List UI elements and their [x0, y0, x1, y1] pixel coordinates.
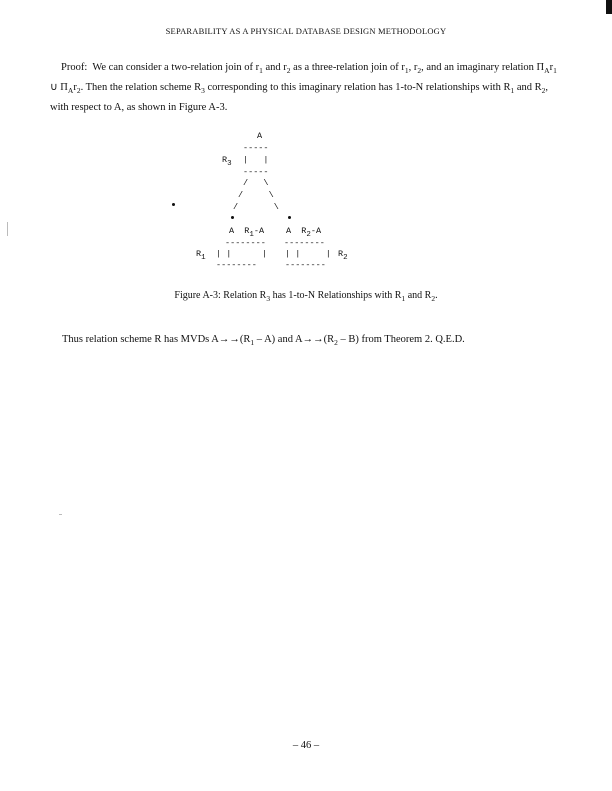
figure-branch-1: / \ [243, 178, 269, 188]
figure-top-label: A [257, 131, 263, 141]
r2-letter: R [338, 249, 344, 259]
subscript: 1 [259, 66, 263, 75]
subscript: 1 [249, 231, 254, 239]
subscript: 1 [201, 254, 206, 262]
caption-text: Relation R [220, 290, 267, 301]
proof-text: r [549, 62, 554, 73]
proof-text: as a three-relation join of r [290, 62, 405, 73]
subscript: 2 [76, 86, 81, 95]
figure-top-dashes: ----- [243, 143, 269, 153]
subscript: 1 [250, 338, 255, 347]
figure-left-dashes: -------- [225, 238, 266, 248]
subscript: 2 [334, 338, 338, 347]
figure-left-node-dot [231, 216, 234, 219]
right-header-text: A R [286, 226, 307, 236]
right-header-tail: -A [310, 226, 322, 236]
conclusion-text: – A) and A→→(R [254, 334, 335, 345]
figure-mid-dashes: ----- [243, 167, 269, 177]
figure-left-bottom-dashes: -------- [216, 260, 257, 270]
subscript: 1 [510, 86, 515, 95]
subscript: 2 [417, 66, 422, 75]
left-header-text: A R [229, 226, 250, 236]
r3-letter: R [222, 155, 228, 165]
proof-paragraph [50, 58, 565, 118]
proof-lead: Proof: [61, 62, 88, 73]
proof-text: . Then the relation scheme R [80, 82, 202, 93]
proof-text: We can consider a two-relation join of r [92, 62, 260, 73]
subscript: 3 [227, 160, 232, 168]
subscript: 1 [553, 66, 557, 75]
scan-speck [7, 222, 8, 236]
proof-text: , with respect to A, as shown in Figure A-3. [50, 82, 549, 113]
proof-text: corresponding to this imaginary relation has 1-to-N relationships with R [204, 82, 511, 93]
caption-text: . [435, 290, 438, 301]
proof-text: and r [262, 62, 287, 73]
conclusion-text: Thus relation scheme R has MVDs A→→(R [62, 334, 251, 345]
figure-caption [0, 290, 612, 301]
proof-text: ∪ Π [50, 82, 68, 93]
subscript: A [67, 86, 74, 95]
scan-edge-mark [606, 0, 612, 14]
figure-r2-label [338, 249, 348, 260]
subscript: 3 [201, 86, 205, 95]
figure-r3-label [222, 155, 232, 166]
subscript: 3 [266, 294, 271, 303]
figure-r1-label [196, 249, 206, 260]
subscript: 1 [401, 294, 406, 303]
proof-text: r [73, 82, 77, 93]
conclusion-text: – B) from Theorem 2. Q.E.D. [337, 334, 465, 345]
subscript: 2 [541, 86, 546, 95]
figure-left-bars: | | | [216, 249, 268, 259]
figure-right-bars: | | | [285, 249, 331, 259]
figure-branch-2: / \ [238, 190, 274, 200]
running-header: SEPARABILITY AS A PHYSICAL DATABASE DESIGN METHODOLOGY [165, 26, 447, 36]
subscript: 1 [404, 66, 409, 75]
subscript: 2 [286, 66, 291, 75]
proof-text: and R [514, 82, 542, 93]
figure-caption-label: Figure A-3: [174, 290, 221, 301]
figure-right-header [286, 226, 321, 237]
subscript: 2 [306, 231, 311, 239]
subscript: 2 [431, 294, 436, 303]
scan-speck [59, 514, 62, 515]
figure-r3-bars: | | [243, 155, 269, 165]
proof-text: , and an imaginary relation Π [421, 62, 545, 73]
scan-speck [172, 203, 175, 206]
r1-letter: R [196, 249, 202, 259]
subscript: A [544, 66, 550, 75]
conclusion-paragraph [62, 330, 577, 350]
caption-text: has 1-to-N Relationships with R [270, 290, 402, 301]
page-number: – 46 – [292, 740, 320, 751]
figure-right-dashes: -------- [284, 238, 325, 248]
figure-branch-3: / \ [233, 202, 279, 212]
figure-left-header [229, 226, 264, 237]
subscript: 2 [343, 254, 348, 262]
left-header-tail: -A [253, 226, 265, 236]
caption-text: and R [405, 290, 432, 301]
figure-right-bottom-dashes: -------- [285, 260, 326, 270]
figure-right-node-dot [288, 216, 291, 219]
proof-text: , r [408, 62, 418, 73]
